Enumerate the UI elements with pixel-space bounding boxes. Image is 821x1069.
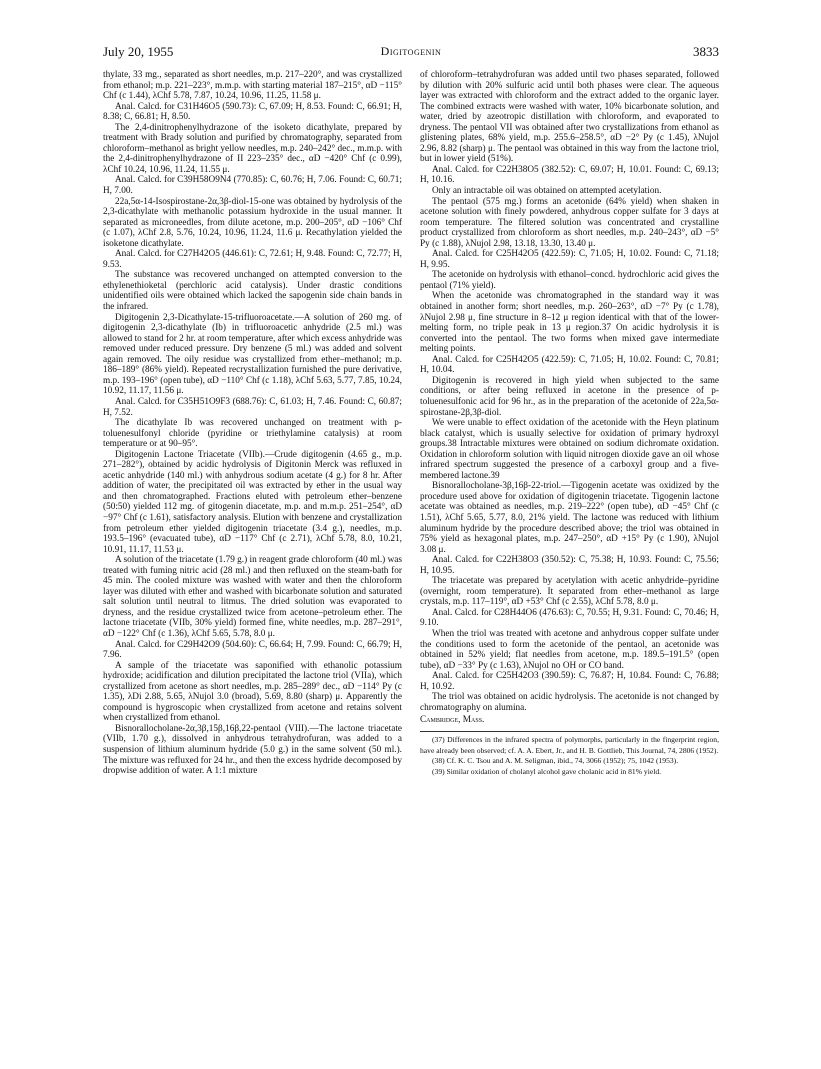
paragraph: Anal. Calcd. for C35H51O9F3 (688.76): C, 61.03; H, 7.46. Found: C, 60.87; H, 7.52.	[103, 396, 402, 418]
affiliation-signature: Cambridge, Mass.	[420, 715, 485, 726]
paragraph: Bisnorallocholane-2α,3β,15β,16β,22-pentaol (VIII).—The lactone triacetate (VIIb, 1.70 g.), dissolved in anhydrous tetrahydrofuran, was added to a suspension of lithium aluminum hydride (5.0 g.) in the same solvent (50 ml.). The mixture was refluxed for 24 hr., and then the excess hydride decomposed by dropwise addition of water. A 1:1 mixture	[103, 723, 402, 777]
paragraph: Anal. Calcd. for C22H38O5 (382.52): C, 69.07; H, 10.01. Found: C, 69.13; H, 10.16.	[420, 164, 719, 186]
paragraph: of chloroform–tetrahydrofuran was added until two phases separated, followed by dilution with 20% sulfuric acid until both phases were clear. The aqueous layer was extracted with chloroform and the extract added to the organic layer. The combined extracts were washed with water, 10% bicarbonate solution, and water, dried by azeotropic distillation with chloroform, and evaporated to dryness. The pentaol VII was obtained after two crystallizations from ethanol as glistening plates, 68% yield, m.p. 255.6–258.5°, αD −2° Py (c 1.45), λNujol 2.96, 8.82 (sharp) μ. The pentaol was obtained in this way from the lactone triol, but in lower yield (51%).	[420, 70, 719, 165]
paragraph: Anal. Calcd. for C27H42O5 (446.61): C, 72.61; H, 9.48. Found: C, 72.77; H, 9.53.	[103, 249, 402, 270]
paragraph: Anal. Calcd. for C39H58O9N4 (770.85): C, 60.76; H, 7.06. Found: C, 60.71; H, 7.00.	[103, 175, 402, 197]
paragraph: Digitogenin is recovered in high yield when subjected to the same conditions, or after being refluxed in acetone in the presence of p-toluenesulfonic acid for 96 hr., as in the preparation of the acetonide of 22a,5α-spirostane-2β,3β-diol.	[420, 375, 719, 418]
paragraph: The triacetate was prepared by acetylation with acetic anhydride–pyridine (overnight, room temperature). It separated from ether–methanol as large crystals, m.p. 117–119°, αD +53° Chf (c 2.55), λChf 5.78, 8.0 μ.	[420, 576, 719, 608]
left-column	[103, 70, 402, 777]
paragraph: When the acetonide was chromatographed in the standard way it was obtained in another form; short needles, m.p. 260–263°, αD −7° Py (c 1.78), λNujol 2.98 μ, fine structure in 8–12 μ region identical with that of the lower-melting form, no triple peak in 13 μ region.37 On acidic hydrolysis it is converted into the pentaol. The two forms when mixed gave intermediate melting points.	[420, 291, 719, 355]
paragraph: The acetonide on hydrolysis with ethanol–concd. hydrochloric acid gives the pentaol (71% yield).	[420, 270, 719, 291]
paragraph: Digitogenin 2,3-Dicathylate-15-trifluoroacetate.—A solution of 260 mg. of digitogenin 2,3-dicathylate (Ib) in trifluoroacetic anhydride (2.5 ml.) was allowed to stand for 2 hr. at room temperature, after which excess anhydride was removed under reduced pressure. Dry benzene (5 ml.) was added and solvent again removed. The oily residue was crystallized from ether–methanol; m.p. 186–189° (86% yield). Repeated recrystallization furnished the pure derivative, m.p. 193–196° (open tube), αD −110° Chf (c 1.18), λChf 5.63, 5.77, 7.85, 10.24, 10.92, 11.17, 11.56 μ.	[103, 312, 402, 397]
paragraph: The 2,4-dinitrophenylhydrazone of the isoketo dicathylate, prepared by treatment with Brady solution and purified by chromatography, separated from chloroform–methanol as bright yellow needles, m.p. 240–242° dec., m.m.p. with the 2,4-dinitrophenylhydrazone of II 223–235° dec., αD −420° Chf (c 0.99), λChf 10.24, 10.96, 11.24, 11.55 μ.	[103, 122, 402, 175]
paragraph: Digitogenin Lactone Triacetate (VIIb).—Crude digitogenin (4.65 g., m.p. 271–282°), obtained by acidic hydrolysis of Digitonin Merck was refluxed in acetic anhydride (140 ml.) with anhydrous sodium acetate (4 g.) for 8 hr. After addition of water, the precipitated oil was extracted by ether in the usual way and then chromatographed. Fractions eluted with petroleum ether–benzene (50:50) yielded 112 mg. of gitogenin diacetate, m.p. and m.m.p. 251–254°, αD −97° Chf (c 1.61), satisfactory analysis. Elution with benzene and crystallization from petroleum ether yielded digitogenin triacetate (3.4 g.), needles, m.p. 193.5–196° (evacuated tube), αD −117° Chf (c 2.71), λChf 5.78, 8.0, 10.21, 10.91, 11.17, 11.53 μ.	[103, 449, 402, 555]
paragraph: Anal. Calcd. for C31H46O5 (590.73): C, 67.09; H, 8.53. Found: C, 66.91; H, 8.38; C, 66.81; H, 8.50.	[103, 101, 402, 123]
paragraph: Bisnorallocholane-3β,16β-22-triol.—Tigogenin acetate was oxidized by the procedure used above for oxidation of digitogenin triacetate. Tigogenin lactone acetate was obtained as needles, m.p. 219–222° (open tube), αD −45° Chf (c 1.51), λChf 5.65, 5.77, 8.0, 21% yield. The lactone was reduced with lithium aluminum hydride by the procedure described above; the triol was obtained in 75% yield as hexagonal plates, m.p. 247–250°, αD +15° Py (c 1.90), λNujol 3.08 μ.	[420, 481, 719, 555]
paragraph: Only an intractable oil was obtained on attempted acetylation.	[432, 186, 662, 197]
paragraph: A solution of the triacetate (1.79 g.) in reagent grade chloroform (40 ml.) was treated with fuming nitric acid (28 ml.) and then refluxed on the steam-bath for 45 min. The cooled mixture was washed with water and then the chloroform layer was diluted with ether and washed with bicarbonate solution and saturated salt solution until neutral to litmus. The dried solution was evaporated to dryness, and the residue crystallized twice from acetone–petroleum ether. The lactone triacetate (VIIb, 30% yield) formed fine, white needles, m.p. 287–291°, αD −122° Chf (c 1.36), λChf 5.65, 5.78, 8.0 μ.	[103, 555, 402, 639]
header-date: July 20, 1955	[103, 44, 174, 59]
paragraph: When the triol was treated with acetone and anhydrous copper sulfate under the conditions used to form the acetonide of the pentaol, an acetonide was obtained in 52% yield; flat needles from acetone, m.p. 189.5–191.5° (open tube), αD −33° Py (c 1.63), λNujol no OH or CO band.	[420, 628, 719, 671]
paragraph: Anal. Calcd. for C29H42O9 (504.60): C, 66.64; H, 7.99. Found: C, 66.79; H, 7.96.	[103, 639, 402, 661]
paragraph: 22a,5α-14-Isospirostane-2α,3β-diol-15-one was obtained by hydrolysis of the 2,3-dicathylate with methanolic potassium hydroxide in the usual manner. It separated as microneedles, from dilute acetone, m.p. 200–205°, αD −106° Chf (c 1.07), λChf 2.8, 5.76, 10.24, 10.96, 11.24, 11.6 μ. Recathylation yielded the isoketone dicathylate.	[103, 196, 402, 249]
footnote: (37) Differences in the infrared spectra of polymorphs, particularly in the fingerprint region, have already been observed; cf. A. A. Ebert, Jr., and H. B. Gottlieb, This Journal, 74, 2806 (1952).	[420, 734, 719, 755]
footnote: (39) Similar oxidation of cholanyl alcohol gave cholanic acid in 81% yield.	[432, 766, 662, 776]
right-column	[420, 70, 719, 777]
paragraph: The triol was obtained on acidic hydrolysis. The acetonide is not changed by chromatography on alumina.	[420, 692, 719, 713]
paragraph: The pentaol (575 mg.) forms an acetonide (64% yield) when shaken in acetone solution with finely powdered, anhydrous copper sulfate for 3 days at room temperature. The filtered solution was concentrated and crystalline product crystallized from chloroform as short needles, m.p. 240–243°, αD −5° Py (c 1.88), λNujol 2.98, 13.18, 13.30, 13.40 μ.	[420, 196, 719, 249]
paragraph: Anal. Calcd. for C25H42O5 (422.59): C, 71.05; H, 10.02. Found: C, 70.81; H, 10.04.	[420, 354, 719, 376]
footnote-divider	[420, 731, 719, 732]
paragraph: Anal. Calcd. for C25H42O5 (422.59): C, 71.05; H, 10.02. Found: C, 71.18; H, 9.95.	[420, 249, 719, 270]
paragraph: Anal. Calcd. for C28H44O6 (476.63): C, 70.55; H, 9.31. Found: C, 70.46; H, 9.10.	[420, 607, 719, 629]
footnote: (38) Cf. K. C. Tsou and A. M. Seligman, ibid., 74, 3066 (1952); 75, 1042 (1953).	[432, 756, 679, 766]
paragraph: thylate, 33 mg., separated as short needles, m.p. 217–220°, and was crystallized from ethanol; m.p. 221–223°, m.m.p. with starting material 187–215°, αD −115° Chf (c 1.44), λChf 5.78, 7.87, 10.24, 10.96, 11.25, 11.58 μ.	[103, 70, 402, 102]
paragraph: The dicathylate Ib was recovered unchanged on treatment with p-toluenesulfonyl chloride (pyridine or triethylamine catalysis) at room temperature or at 90–95°.	[103, 418, 402, 450]
paragraph: A sample of the triacetate was saponified with ethanolic potassium hydroxide; acidification and dilution precipitated the lactone triol (VIIa), which crystallized from acetone as short needles, m.p. 285–289° dec., αD −114° Py (c 1.35), λDi 2.88, 5.65, λNujol 3.0 (broad), 5.69, 8.80 (sharp) μ. Apparently the compound is hygroscopic when crystallized from acetone and retains solvent when crystallized from ethanol.	[103, 660, 402, 724]
paragraph: Anal. Calcd. for C22H38O3 (350.52): C, 75.38; H, 10.93. Found: C, 75.56; H, 10.95.	[420, 555, 719, 576]
paragraph: We were unable to effect oxidation of the acetonide with the Heyn platinum black catalyst, which is usually selective for oxidation of primary hydroxyl groups.38 Intractable mixtures were obtained on sodium dichromate oxidation. Oxidation in chloroform solution with liquid nitrogen dioxide gave an oil whose infrared spectrum suggested the presence of a carboxyl group and a five-membered lactone.39	[420, 418, 719, 481]
header-page-number: 3833	[693, 44, 719, 59]
running-header	[103, 44, 719, 60]
header-journal-title: Digitogenin	[380, 44, 442, 58]
paragraph: The substance was recovered unchanged on attempted conversion to the ethylenethioketal (perchloric acid catalysis). Under drastic conditions unidentified oils were obtained which lacked the sapogenin side chain bands in the infrared.	[103, 270, 402, 313]
paragraph: Anal. Calcd. for C25H42O3 (390.59): C, 76.87; H, 10.84. Found: C, 76.88; H, 10.92.	[420, 671, 719, 692]
